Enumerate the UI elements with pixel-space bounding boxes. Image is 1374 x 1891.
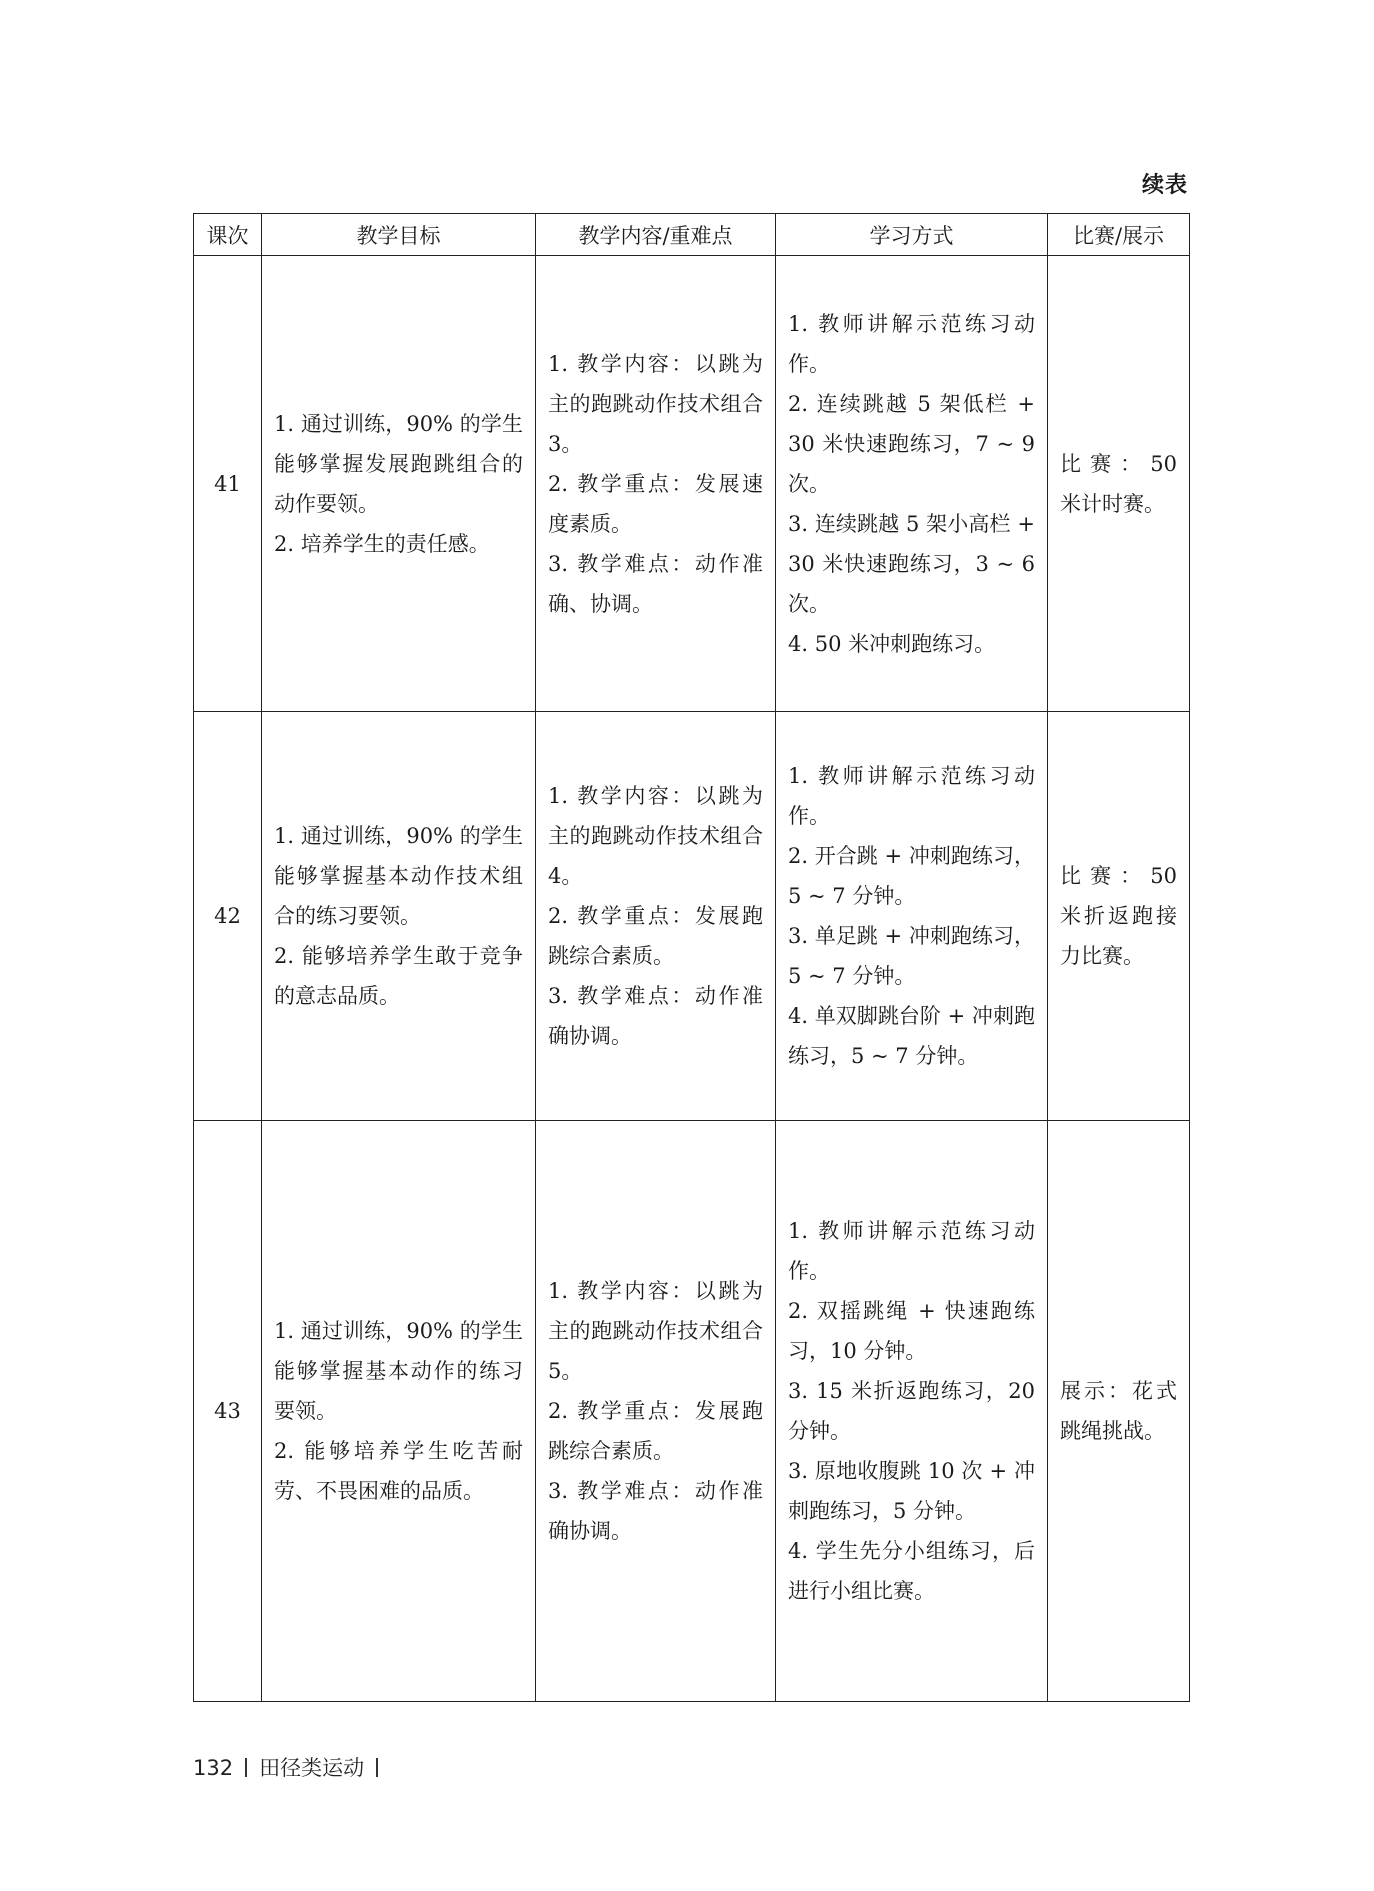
content-cell (536, 712, 776, 1121)
section-title: 田径类运动 (259, 1756, 365, 1780)
goals-cell (262, 256, 536, 712)
method-item: 3. 15 米折返跑练习，20 分钟。 (788, 1379, 1035, 1443)
method-item: 3. 连续跳越 5 架小高栏 + 30 米快速跑练习，3 ~ 6 次。 (788, 511, 1035, 616)
content-item: 2. 教学重点：发展跑跳综合素质。 (548, 904, 763, 968)
method-item: 1. 教师讲解示范练习动作。 (788, 311, 1035, 376)
methods-cell (776, 712, 1048, 1121)
footer-separator (376, 1758, 378, 1777)
competition-cell: 展示：花式跳绳挑战。 (1048, 1121, 1190, 1702)
table-row (194, 1121, 1190, 1702)
methods-cell (776, 256, 1048, 712)
methods-cell (776, 1121, 1048, 1702)
content-item: 3. 教学难点：动作准确协调。 (548, 1479, 763, 1543)
page-number: 132 (193, 1756, 234, 1780)
header-lesson: 课次 (194, 214, 262, 256)
table-row (194, 712, 1190, 1121)
content-item: 1. 教学内容：以跳为主的跑跳动作技术组合 5。 (548, 1279, 763, 1383)
method-item: 1. 教师讲解示范练习动作。 (788, 1219, 1035, 1283)
header-methods: 学习方式 (776, 214, 1048, 256)
competition-cell: 比赛：50 米折返跑接力比赛。 (1048, 712, 1190, 1121)
goal-item: 2. 能够培养学生吃苦耐劳、不畏困难的品质。 (274, 1439, 523, 1503)
content-item: 1. 教学内容：以跳为主的跑跳动作技术组合 4。 (548, 784, 763, 888)
method-item: 3. 原地收腹跳 10 次 + 冲刺跑练习，5 分钟。 (788, 1459, 1035, 1523)
content-item: 2. 教学重点：发展速度素质。 (548, 471, 763, 536)
page-footer (193, 1752, 390, 1782)
goal-item: 2. 能够培养学生敢于竞争的意志品质。 (274, 944, 523, 1008)
goal-item: 2. 培养学生的责任感。 (274, 531, 490, 556)
content-cell (536, 256, 776, 712)
method-item: 2. 双摇跳绳 + 快速跑练习，10 分钟。 (788, 1299, 1035, 1363)
goal-item: 1. 通过训练，90% 的学生能够掌握基本动作的练习要领。 (274, 1319, 523, 1423)
method-item: 4. 单双脚跳台阶 + 冲刺跑练习，5 ~ 7 分钟。 (788, 1004, 1035, 1068)
lesson-number: 42 (194, 712, 262, 1121)
goals-cell (262, 712, 536, 1121)
table-row (194, 256, 1190, 712)
header-competition: 比赛/展示 (1048, 214, 1190, 256)
method-item: 4. 学生先分小组练习，后进行小组比赛。 (788, 1539, 1035, 1603)
content-item: 2. 教学重点：发展跑跳综合素质。 (548, 1399, 763, 1463)
content-item: 3. 教学难点：动作准确、协调。 (548, 551, 763, 616)
header-content: 教学内容/重难点 (536, 214, 776, 256)
content-item: 1. 教学内容：以跳为主的跑跳动作技术组合 3。 (548, 351, 763, 456)
lesson-number: 41 (194, 256, 262, 712)
table-header-row (194, 214, 1190, 256)
header-goals: 教学目标 (262, 214, 536, 256)
lesson-number: 43 (194, 1121, 262, 1702)
method-item: 2. 连续跳越 5 架低栏 + 30 米快速跑练习，7 ~ 9 次。 (788, 391, 1035, 496)
goal-item: 1. 通过训练，90% 的学生能够掌握基本动作技术组合的练习要领。 (274, 824, 523, 928)
method-item: 3. 单足跳 + 冲刺跑练习，5 ~ 7 分钟。 (788, 924, 1035, 988)
method-item: 1. 教师讲解示范练习动作。 (788, 764, 1035, 828)
goal-item: 1. 通过训练，90% 的学生能够掌握发展跑跳组合的动作要领。 (274, 411, 523, 516)
content-cell (536, 1121, 776, 1702)
goals-cell (262, 1121, 536, 1702)
continued-label: 续表 (1141, 173, 1188, 198)
footer-separator (245, 1758, 247, 1777)
lesson-plan-table (193, 213, 1190, 1702)
content-item: 3. 教学难点：动作准确协调。 (548, 984, 763, 1048)
method-item: 2. 开合跳 + 冲刺跑练习，5 ~ 7 分钟。 (788, 844, 1035, 908)
competition-cell: 比赛：50 米计时赛。 (1048, 256, 1190, 712)
method-item: 4. 50 米冲刺跑练习。 (788, 631, 996, 656)
